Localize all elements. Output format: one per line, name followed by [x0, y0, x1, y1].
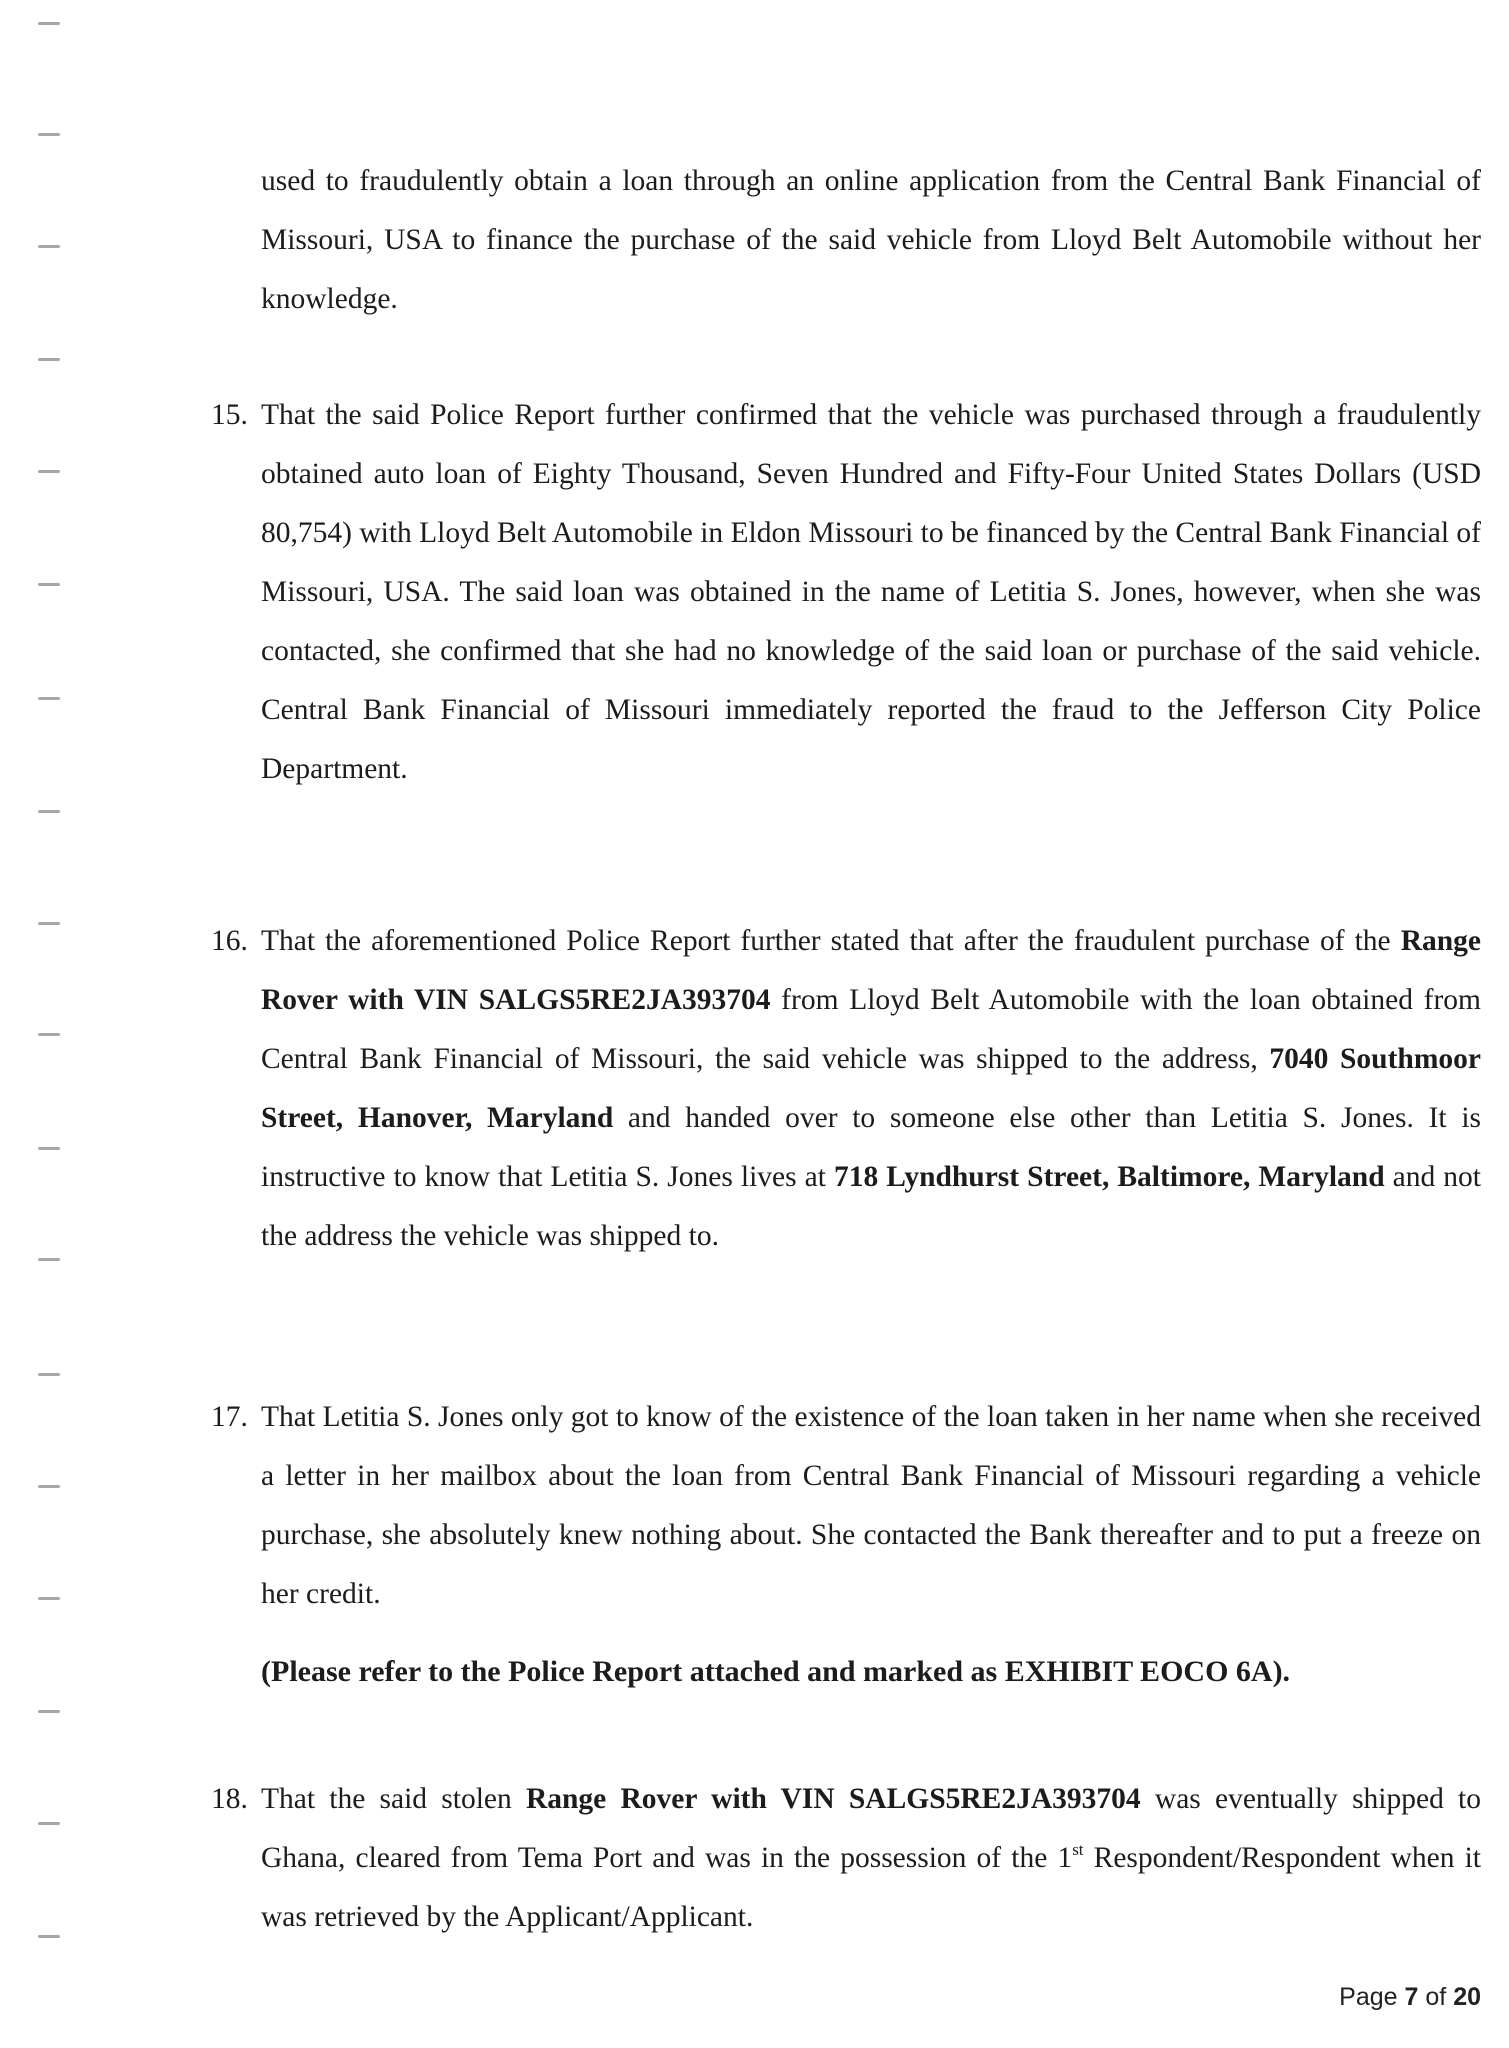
binding-mark [38, 583, 60, 586]
residence-address-bold: 718 Lyndhurst Street, Baltimore, Maryland [834, 1161, 1385, 1193]
binding-mark [38, 1935, 60, 1938]
page-total: 20 [1453, 1983, 1481, 2011]
page-label: Page [1339, 1983, 1398, 2011]
paragraph-text: That the aforementioned Police Report further stated that after the fraudulent purchase of the [261, 925, 1401, 957]
binding-mark [38, 1710, 60, 1713]
paragraph-text: and handed over to someone else other than Letitia S. Jones. It is instructive to know that Letitia S. Jones lives at [261, 1102, 1481, 1193]
paragraph-text: That the said Police Report further confirmed that the vehicle was purchased through a fraudulently obtained auto loan of Eighty Thousand, Seven Hundred and Fifty-Four United States Dollars (USD 80,754) with Lloyd Belt Automobile in Eldon Missouri to be financed by the Central Bank Financial of Missouri, USA. The said loan was obtained in the name of Letitia S. Jones, however, when she was contacted, she confirmed that she had no knowledge of the said loan or purchase of the said vehicle. Central Bank Financial of Missouri immediately reported the fraud to the Jefferson City Police Department. [261, 399, 1481, 785]
ordinal-superscript: st [1072, 1840, 1084, 1859]
page-number-footer [1339, 1983, 1481, 2012]
paragraph-text: That the said stolen [261, 1783, 526, 1815]
paragraph-number: 17. [211, 1401, 248, 1433]
paragraph-number: 15. [211, 399, 248, 431]
paragraph-number: 18. [211, 1783, 248, 1815]
binding-mark [38, 22, 60, 25]
binding-mark [38, 1147, 60, 1150]
paragraph-text: That Letitia S. Jones only got to know of the existence of the loan taken in her name when she received a letter in her mailbox about the loan from Central Bank Financial of Missouri regarding a vehicle purchase, she absolutely knew nothing about. She contacted the Bank thereafter and to put a freeze on her credit. [261, 1401, 1481, 1610]
binding-mark [38, 245, 60, 248]
paragraph-17 [211, 1388, 1481, 1624]
binding-mark [38, 1822, 60, 1825]
vehicle-vin-bold: Range Rover with VIN SALGS5RE2JA393704 [261, 925, 1481, 1016]
paragraph-number: 16. [211, 925, 248, 957]
binding-mark [38, 697, 60, 700]
shipping-address-bold: 7040 Southmoor Street, Hanover, Maryland [261, 1043, 1481, 1134]
paragraph-15 [211, 386, 1481, 799]
binding-mark [38, 1373, 60, 1376]
continuation-paragraph: used to fraudulently obtain a loan through an online application from the Central Bank Financial of Missouri, USA to finance the purchase of the said vehicle from Lloyd Belt Automobile without her knowledge. [261, 165, 1481, 315]
scan-binding-marks [38, 0, 60, 2048]
vehicle-vin-bold: Range Rover with VIN SALGS5RE2JA393704 [525, 1783, 1141, 1815]
paragraph-16 [211, 912, 1481, 1266]
binding-mark [38, 358, 60, 361]
paragraph-text: was eventually shipped to Ghana, cleared from Tema Port and was in the possession of the 1 [261, 1783, 1482, 1874]
binding-mark [38, 1597, 60, 1600]
binding-mark [38, 1485, 60, 1488]
page-current: 7 [1404, 1983, 1419, 2011]
paragraph-text: Respondent/Respondent when it was retrieved by the Applicant/Applicant. [261, 1842, 1481, 1933]
paragraph-18 [211, 1770, 1481, 1947]
paragraph-text: from Lloyd Belt Automobile with the loan obtained from Central Bank Financial of Missouri, the said vehicle was shipped to the address, [261, 984, 1481, 1075]
binding-mark [38, 810, 60, 813]
binding-mark [38, 470, 60, 473]
binding-mark [38, 1033, 60, 1036]
binding-mark [38, 133, 60, 136]
of-label: of [1425, 1983, 1447, 2011]
paragraph-text: and not the address the vehicle was shipped to. [261, 1161, 1482, 1252]
exhibit-reference: (Please refer to the Police Report attached and marked as EXHIBIT EOCO 6A). [261, 1655, 1291, 1688]
binding-mark [38, 1258, 60, 1261]
binding-mark [38, 922, 60, 925]
